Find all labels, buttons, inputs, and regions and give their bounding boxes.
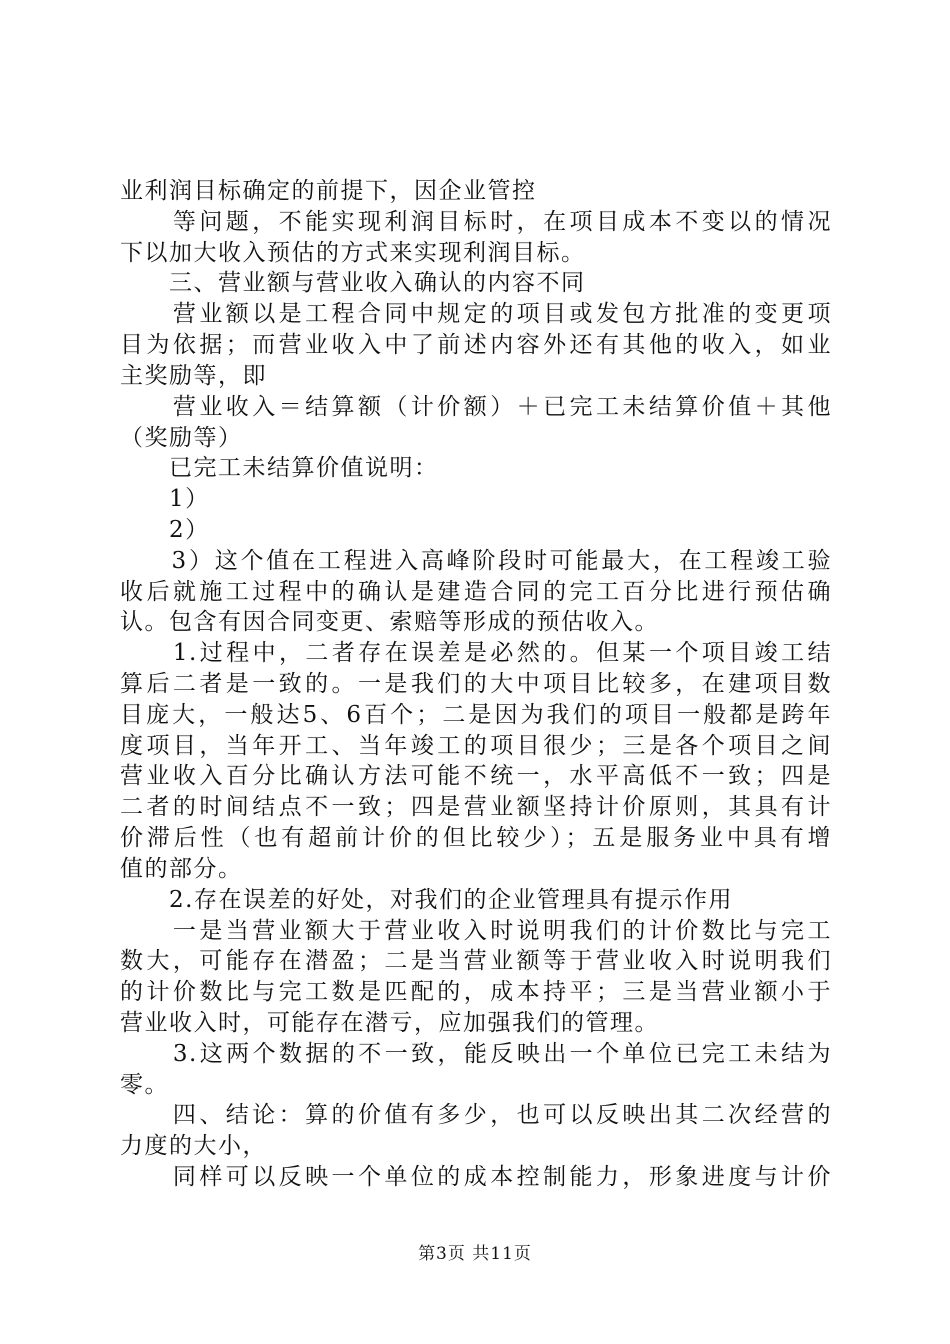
text-line: （奖励等） xyxy=(120,425,243,451)
text-line: 算后二者是一致的。一是我们的大中项目比较多，在建项目数 xyxy=(120,671,832,697)
text-line: 目庞大，一般达5、6百个；二是因为我们的项目一般都是跨年 xyxy=(120,702,832,728)
text-line: 等问题，不能实现利润目标时，在项目成本不变以的情况 xyxy=(120,209,832,235)
text-line: 主奖励等，即 xyxy=(120,363,267,389)
text-line: 1.过程中，二者存在误差是必然的。但某一个项目竣工结 xyxy=(120,640,832,666)
text-line: 目为依据；而营业收入中了前述内容外还有其他的收入，如业 xyxy=(120,332,832,358)
text-line: 认。包含有因合同变更、索赔等形成的预估收入。 xyxy=(120,609,659,635)
text-line: 营业收入＝结算额（计价额）＋已完工未结算价值＋其他 xyxy=(120,394,832,420)
text-line: 3）这个值在工程进入高峰阶段时可能最大，在工程竣工验 xyxy=(120,548,832,574)
text-line: 同样可以反映一个单位的成本控制能力，形象进度与计价 xyxy=(120,1164,832,1190)
text-line: 价滞后性（也有超前计价的但比较少）；五是服务业中具有增 xyxy=(120,825,832,851)
text-line: 二者的时间结点不一致；四是营业额坚持计价原则，其具有计 xyxy=(120,794,832,820)
text-line: 2.存在误差的好处，对我们的企业管理具有提示作用 xyxy=(120,887,733,913)
text-line: 数大，可能存在潜盈；二是当营业额等于营业收入时说明我们 xyxy=(120,948,832,974)
text-line: 值的部分。 xyxy=(120,856,243,882)
text-line: 业利润目标确定的前提下，因企业管控 xyxy=(120,178,537,204)
text-line: 下以加大收入预估的方式来实现利润目标。 xyxy=(120,240,586,266)
page-number-footer: 第3页 共11页 xyxy=(418,1244,532,1264)
text-line: 力度的大小， xyxy=(120,1133,267,1159)
text-line: 营业额以是工程合同中规定的项目或发包方批准的变更项 xyxy=(120,301,832,327)
text-line: 已完工未结算价值说明： xyxy=(120,455,439,481)
text-line: 一是当营业额大于营业收入时说明我们的计价数比与完工 xyxy=(120,918,832,944)
text-line: 收后就施工过程中的确认是建造合同的完工百分比进行预估确 xyxy=(120,579,832,605)
text-line: 度项目，当年开工、当年竣工的项目很少；三是各个项目之间 xyxy=(120,733,832,759)
text-line: 3.这两个数据的不一致，能反映出一个单位已完工未结为 xyxy=(120,1041,832,1067)
text-line: 营业收入时，可能存在潜亏，应加强我们的管理。 xyxy=(120,1010,659,1036)
section-heading: 四、结论：算的价值有多少，也可以反映出其二次经营的 xyxy=(120,1102,832,1128)
text-line: 2） xyxy=(120,517,210,543)
section-heading: 三、营业额与营业收入确认的内容不同 xyxy=(120,270,586,296)
text-line: 零。 xyxy=(120,1072,169,1098)
text-line: 的计价数比与完工数是匹配的，成本持平；三是当营业额小于 xyxy=(120,979,832,1005)
text-line: 营业收入百分比确认方法可能不统一，水平高低不一致；四是 xyxy=(120,763,832,789)
text-line: 1） xyxy=(120,486,210,512)
